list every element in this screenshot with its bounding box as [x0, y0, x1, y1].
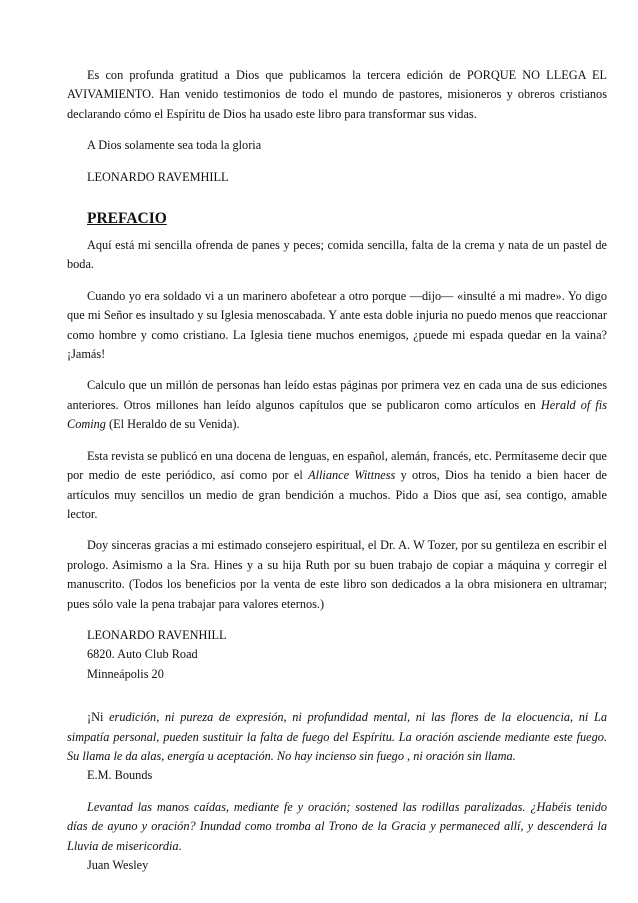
prefacio-paragraph-2: Cuando yo era soldado vi a un marinero abofetear a otro porque —dijo— «insulté a mi madre». Yo digo que mi Señor es insultado y su Iglesia menoscabada. Y ante esta doble injuria no puedo menos que reaccionar como hombre y como cristiano. La Iglesia tiene muchos enemigos, ¿puede mi espada quedar en la vaina? ¡Jamás!	[67, 288, 607, 362]
p3-text-b: (El Heraldo de su Venida).	[105, 417, 240, 432]
signature-address: 6820. Auto Club Road	[87, 647, 198, 662]
quote-bounds-author: E.M. Bounds	[87, 768, 153, 783]
q1-prefix: ¡Ni	[87, 710, 110, 725]
prefacio-paragraph-1: Aquí está mi sencilla ofrenda de panes y peces; comida sencilla, falta de la crema y nata de un pastel de boda.	[67, 238, 607, 272]
document-page	[67, 66, 607, 875]
signature-name: LEONARDO RAVENHILL	[87, 627, 227, 642]
prefacio-heading: PREFACIO	[87, 210, 167, 228]
q1-text: erudición, ni pureza de expresión, ni profundidad mental, ni las flores de la elocuencia, ni La simpatía personal, pueden sustituir la falta de fuego del Espíritu. La oración asciende mediante este fuego. Su llama le da alas, energía u aceptación. No hay incienso sin fuego , ni oración sin llama.	[67, 710, 607, 763]
q2-suffix: .	[178, 838, 182, 853]
quote-bounds	[67, 708, 607, 766]
intro-signature: LEONARDO RAVEMHILL	[87, 169, 229, 184]
prefacio-paragraph-5: Doy sinceras gracias a mi estimado consejero espiritual, el Dr. A. W Tozer, por su gentileza en escribir el prologo. Asimismo a la Sra. Hines y a su hija Ruth por su buen trabajo de copiar a máquina y corregir el manuscrito. (Todos los beneficios por la venta de este libro son dedicados a la obra misionera en ultramar; pues sólo vale la pena trabajar para valores eternos.)	[67, 538, 607, 611]
p4-text-a: Esta revista se publicó en una docena de lenguas, en español, alemán, francés, etc. Permítaseme decir que por medio de este periódico, así como por el	[67, 448, 607, 483]
alliance-title: Alliance Wittness	[308, 468, 396, 483]
signature-city: Minneápolis 20	[87, 666, 164, 681]
quote-wesley	[67, 798, 607, 856]
intro-paragraph: Es con profunda gratitud a Dios que publicamos la tercera edición de PORQUE NO LLEGA EL AVIVAMIENTO. Han venido testimonios de todo el mundo de pastores, misioneros y obreros cristianos declarando cómo el Espíritu de Dios ha usado este libro para transformar sus vidas.	[67, 68, 607, 121]
glory-line: A Dios solamente sea toda la gloria	[87, 138, 262, 153]
prefacio-paragraph-3	[67, 376, 607, 434]
prefacio-paragraph-4	[67, 447, 607, 525]
p3-text-a: Calculo que un millón de personas han leído estas páginas por primera vez en cada una de sus ediciones anteriores. Otros millones han leído algunos capítulos que se publicaron como artículos en	[67, 378, 607, 412]
q2-text: Levantad las manos caídas, mediante fe y oración; sostened las rodillas paralizadas. ¿Habéis tenido días de ayuno y oración? Inundad como tromba al Trono de la Gracia y permaneced allí, y descenderá la Lluvia de misericordia	[67, 799, 607, 853]
quote-wesley-author: Juan Wesley	[87, 858, 149, 872]
herald-title: Herald of fis Coming	[67, 397, 607, 432]
p4-text-b: y otros, Dios ha tenido a bien hacer de artículos muy sencillos un medio de gran bendición a muchos. Pido a Dios que así, sea contigo, amable lector.	[67, 468, 607, 521]
